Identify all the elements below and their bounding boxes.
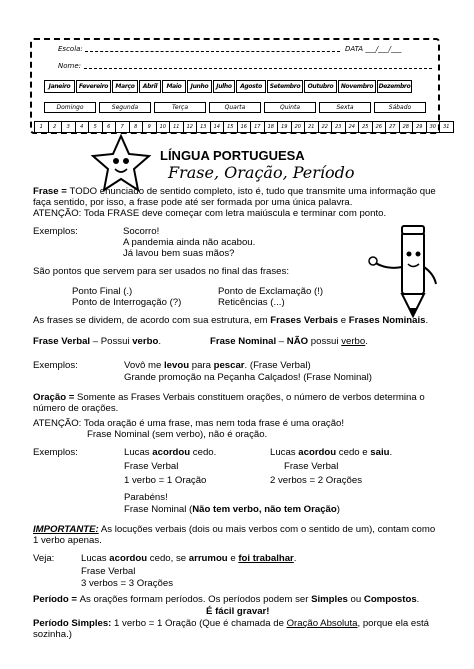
examples-3-label: Exemplos:: [33, 447, 78, 458]
veja-example: Lucas acordou cedo, se arrumou e foi trabalhar.: [81, 553, 297, 564]
name-label: Nome:: [58, 62, 82, 70]
oracao-attention-2: Frase Nominal (sem verbo), não é oração.: [87, 429, 268, 440]
weekday-box[interactable]: Sexta: [319, 102, 371, 113]
day-box[interactable]: 3: [62, 122, 76, 132]
ex-c2a: Lucas acordou cedo e saiu.: [270, 447, 393, 458]
school-field[interactable]: [85, 51, 340, 52]
day-box[interactable]: 19: [278, 122, 292, 132]
oracao-def: Oração = Somente as Frases Verbais constituem orações, o número de verbos determina o: [33, 392, 425, 403]
ex-c2c: 2 verbos = 2 Orações: [270, 475, 362, 486]
weekday-box[interactable]: Sábado: [374, 102, 426, 113]
day-box[interactable]: 23: [332, 122, 346, 132]
frase-attention: ATENÇÃO: Toda FRASE deve começar com letra maiúscula e terminar com ponto.: [33, 208, 387, 219]
example-3: Já lavou bem suas mãos?: [123, 248, 235, 259]
day-box[interactable]: 13: [197, 122, 211, 132]
month-box[interactable]: Agosto: [236, 80, 266, 93]
ex-c1a: Lucas acordou cedo.: [124, 447, 217, 458]
ex-c3a: Parabéns!: [124, 492, 168, 503]
veja-verbal: Frase Verbal: [81, 566, 136, 577]
month-box[interactable]: Novembro: [338, 80, 376, 93]
day-box[interactable]: 10: [157, 122, 171, 132]
periodo-def: Período = As orações formam períodos. Os períodos podem ser Simples ou Compostos.: [33, 594, 420, 605]
easy-remember: É fácil gravar!: [206, 606, 270, 617]
veja-label: Veja:: [33, 553, 55, 564]
day-box[interactable]: 30: [427, 122, 441, 132]
day-box[interactable]: 16: [238, 122, 252, 132]
ex-c2b: Frase Verbal: [284, 461, 339, 472]
frase-definition: Frase = TODO enunciado de sentido completo, isto é, tudo que transmite uma informação que: [33, 186, 436, 197]
day-box[interactable]: 9: [143, 122, 157, 132]
day-box[interactable]: 14: [211, 122, 225, 132]
ex-c3b: Frase Nominal (Não tem verbo, não tem Oração): [124, 504, 340, 515]
day-box[interactable]: 22: [319, 122, 333, 132]
days-row: [34, 121, 454, 133]
day-box[interactable]: 26: [373, 122, 387, 132]
day-box[interactable]: 12: [184, 122, 198, 132]
month-box[interactable]: Maio: [162, 80, 186, 93]
month-box[interactable]: Janeiro: [44, 80, 75, 93]
month-box[interactable]: Outubro: [304, 80, 337, 93]
point-reticencias: Reticências (...): [218, 297, 285, 308]
example-nominal: Grande promoção na Peçanha Calçados! (Frase Nominal): [124, 372, 372, 383]
month-box[interactable]: Setembro: [267, 80, 303, 93]
day-box[interactable]: 31: [440, 122, 454, 132]
veja-count: 3 verbos = 3 Orações: [81, 578, 173, 589]
month-box[interactable]: Fevereiro: [76, 80, 111, 93]
weekday-box[interactable]: Segunda: [99, 102, 151, 113]
day-box[interactable]: 15: [224, 122, 238, 132]
month-box[interactable]: Julho: [213, 80, 235, 93]
month-box[interactable]: Junho: [187, 80, 212, 93]
day-box[interactable]: 7: [116, 122, 130, 132]
ex-c1c: 1 verbo = 1 Oração: [124, 475, 207, 486]
school-label: Escola:: [58, 45, 83, 53]
point-exclamation: Ponto de Exclamação (!): [218, 286, 324, 297]
name-field[interactable]: [84, 68, 432, 69]
day-box[interactable]: 24: [346, 122, 360, 132]
examples-label: Exemplos:: [33, 226, 78, 237]
month-box[interactable]: Março: [112, 80, 138, 93]
periodo-simples-2: sozinha.): [33, 629, 72, 640]
point-interrogation: Ponto de Interrogação (?): [72, 297, 182, 308]
day-box[interactable]: 6: [103, 122, 117, 132]
month-box[interactable]: Dezembro: [377, 80, 412, 93]
day-box[interactable]: 29: [413, 122, 427, 132]
points-intro: São pontos que servem para ser usados no final das frases:: [33, 266, 289, 277]
day-box[interactable]: 11: [170, 122, 184, 132]
day-box[interactable]: 5: [89, 122, 103, 132]
day-box[interactable]: 4: [76, 122, 90, 132]
pencil-mascot-icon: [366, 222, 446, 322]
day-box[interactable]: 20: [292, 122, 306, 132]
day-box[interactable]: 1: [35, 122, 49, 132]
frase-nominal-def: Frase Nominal – NÃO possui verbo.: [210, 336, 368, 347]
periodo-simples: Período Simples: 1 verbo = 1 Oração (Que é chamada de Oração Absoluta, porque ela está: [33, 618, 429, 629]
example-verbal: Vovô me levou para pescar. (Frase Verbal): [124, 360, 311, 371]
example-1: Socorro!: [123, 226, 160, 237]
day-box[interactable]: 28: [400, 122, 414, 132]
frase-definition-2: faça sentido, por isso, a frase pode até ser formada por uma única palavra.: [33, 197, 353, 208]
star-mascot-icon: [90, 134, 152, 194]
frases-divide: As frases se dividem, de acordo com sua estrutura, em Frases Verbais e Frases Nominais.: [33, 315, 429, 326]
oracao-attention: ATENÇÃO: Toda oração é uma frase, mas nem toda frase é uma oração!: [33, 418, 345, 429]
oracao-def-2: número de orações.: [33, 403, 119, 414]
importante-note: IMPORTANTE: As locuções verbais (dois ou mais verbos com o sentido de um), contam como: [33, 524, 436, 535]
date-label: DATA ___/___/___: [345, 45, 402, 53]
frase-verbal-def: Frase Verbal – Possui verbo.: [33, 336, 162, 347]
examples-2-label: Exemplos:: [33, 360, 78, 371]
months-row: [44, 80, 413, 93]
weekday-box[interactable]: Domingo: [44, 102, 96, 113]
day-box[interactable]: 8: [130, 122, 144, 132]
weekday-box[interactable]: Quarta: [209, 102, 261, 113]
day-box[interactable]: 27: [386, 122, 400, 132]
day-box[interactable]: 17: [251, 122, 265, 132]
page-subtitle: Frase, Oração, Período: [168, 163, 355, 182]
weekday-box[interactable]: Terça: [154, 102, 206, 113]
weekday-box[interactable]: Quinta: [264, 102, 316, 113]
ex-c1b: Frase Verbal: [124, 461, 179, 472]
importante-note-2: 1 verbo apenas.: [33, 535, 102, 546]
weekdays-row: [44, 102, 429, 113]
day-box[interactable]: 2: [49, 122, 63, 132]
month-box[interactable]: Abril: [139, 80, 161, 93]
day-box[interactable]: 25: [359, 122, 373, 132]
page-title: LÍNGUA PORTUGUESA: [160, 148, 305, 163]
day-box[interactable]: 21: [305, 122, 319, 132]
example-2: A pandemia ainda não acabou.: [123, 237, 256, 248]
point-final: Ponto Final (.): [72, 286, 133, 297]
day-box[interactable]: 18: [265, 122, 279, 132]
